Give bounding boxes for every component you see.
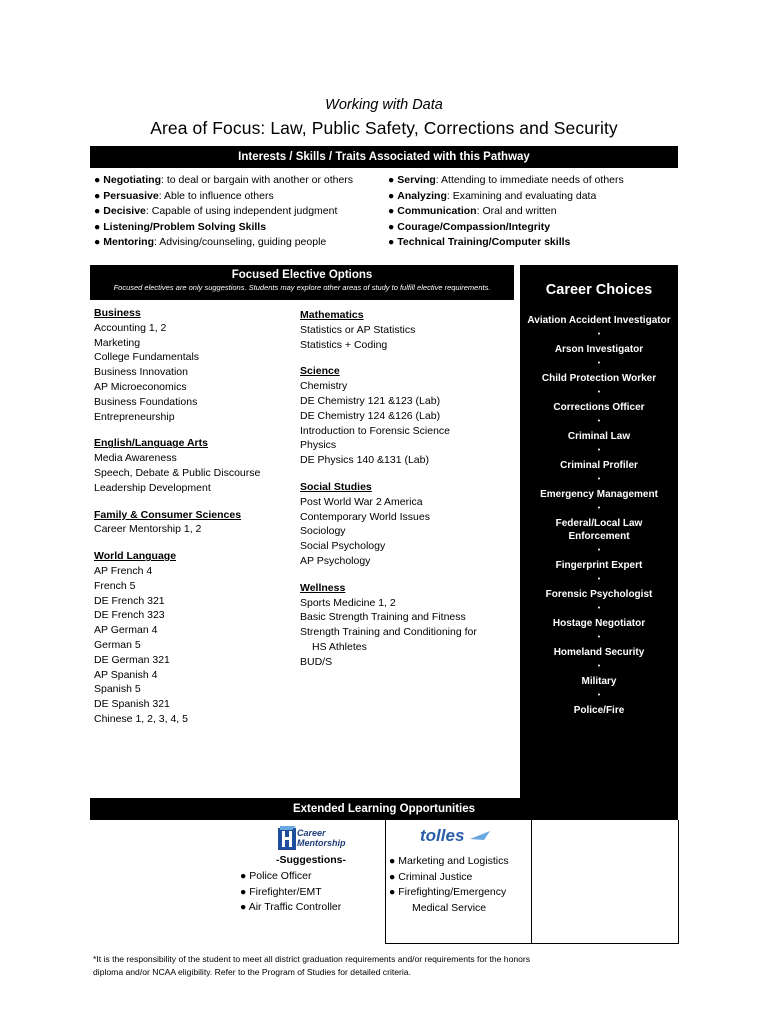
career-choices-title: Career Choices — [545, 282, 653, 298]
elective-heading: Social Studies — [300, 480, 372, 493]
section-gap — [300, 352, 515, 364]
focused-electives-note: Focused electives are only suggestions. Students may explore other areas of study to fulfill elective requirements. — [113, 283, 491, 292]
career-separator: • — [597, 605, 601, 612]
page-subtitle: Working with Data — [325, 97, 443, 113]
elective-course: DE Chemistry 121 &123 (Lab) — [300, 394, 441, 407]
bullet: ● — [389, 855, 396, 867]
elective-course: AP Spanish 4 — [94, 668, 158, 681]
tolles-logo-text: tolles — [420, 826, 465, 845]
elective-course: AP Psychology — [300, 554, 371, 567]
elective-course: Leadership Development — [94, 481, 211, 494]
elective-course: AP Microeconomics — [94, 380, 187, 393]
elective-course: Business Foundations — [94, 395, 198, 408]
career-item: Criminal Profiler — [560, 460, 638, 471]
elective-course: Entrepreneurship — [94, 410, 175, 423]
trait-sep: : — [435, 174, 442, 186]
elective-course: DE French 321 — [94, 594, 165, 607]
career-item: Forensic Psychologist — [545, 589, 653, 600]
tolles-item — [389, 885, 509, 901]
section-gap — [300, 468, 515, 480]
career-separator: • — [597, 389, 601, 396]
trait-term: Decisive — [103, 205, 146, 218]
elective-course: Physics — [300, 439, 337, 452]
career-separator: • — [597, 418, 601, 425]
career-item: Military — [581, 676, 617, 687]
trait-item — [388, 220, 624, 236]
career-list — [520, 314, 678, 717]
ext-cell-left — [90, 820, 232, 944]
career-item: Child Protection Worker — [541, 373, 657, 384]
elective-course: Contemporary World Issues — [300, 510, 430, 523]
elective-course: DE Physics 140 &131 (Lab) — [300, 454, 429, 467]
trait-desc: Able to influence others — [164, 189, 274, 202]
career-item: Arson Investigator — [554, 344, 644, 355]
trait-sep: : — [476, 205, 483, 218]
elective-course: DE French 323 — [94, 609, 165, 622]
tolles-item-text: Marketing and Logistics — [398, 855, 509, 867]
focused-electives-header — [90, 265, 514, 300]
tolles-item — [389, 854, 509, 870]
footnote-line1: *It is the responsibility of the student to meet all district graduation requirements and/or requirements for the honors — [93, 954, 531, 964]
trait-desc: Advising/counseling, guiding people — [159, 236, 327, 249]
bullet: ● — [388, 174, 395, 186]
elective-course: Marketing — [94, 336, 141, 349]
trait-term: Technical Training/Computer skills — [397, 236, 571, 249]
elective-course: Career Mentorship 1, 2 — [94, 523, 202, 536]
footnote-line2: diploma and/or NCAA eligibility. Refer to the Program of Studies for detailed criteria. — [93, 967, 411, 978]
section-gap — [94, 496, 284, 508]
career-item: Criminal Law — [567, 431, 631, 442]
elective-course: Sports Medicine 1, 2 — [300, 596, 396, 609]
suggestion-item — [240, 869, 341, 885]
career-item: Federal/Local Law Enforcement — [555, 518, 643, 542]
elective-heading: Wellness — [300, 581, 346, 594]
elective-course: Media Awareness — [94, 452, 177, 465]
career-separator: • — [597, 634, 601, 641]
suggestion-text: Police Officer — [249, 870, 312, 882]
bullet: ● — [388, 205, 395, 218]
career-separator: • — [597, 547, 601, 554]
bullet: ● — [94, 236, 101, 249]
trait-desc: to deal or bargain with another or others — [166, 174, 354, 186]
electives-column-left — [94, 306, 284, 727]
career-logo-line2: Mentorship — [297, 838, 346, 848]
bullet: ● — [94, 174, 101, 186]
section-gap — [94, 424, 284, 436]
elective-course: Basic Strength Training and Fitness — [300, 611, 466, 624]
suggestion-text: Firefighter/EMT — [249, 885, 322, 898]
section-gap — [300, 569, 515, 581]
ext-cell-empty — [531, 820, 679, 944]
suggestion-text: Air Traffic Controller — [248, 901, 342, 913]
elective-course: AP French 4 — [94, 564, 153, 577]
section-gap — [94, 537, 284, 549]
career-item: Corrections Officer — [553, 402, 645, 413]
career-item: Aviation Accident Investigator — [527, 315, 671, 326]
elective-course: Chemistry — [300, 380, 348, 393]
trait-item — [94, 220, 353, 236]
career-separator: • — [597, 476, 601, 483]
elective-course: DE Spanish 321 — [94, 698, 170, 711]
trait-term: Listening/Problem Solving Skills — [103, 220, 267, 233]
career-item: Emergency Management — [540, 489, 658, 500]
trait-item — [94, 173, 353, 189]
tolles-logo — [420, 826, 492, 846]
elective-course: Post World War 2 America — [300, 495, 423, 508]
trait-term: Courage/Compassion/Integrity — [397, 220, 551, 233]
bullet: ● — [94, 220, 101, 233]
bullet: ● — [389, 886, 396, 898]
suggestion-item — [240, 900, 341, 916]
career-mentorship-emblem-icon — [278, 826, 298, 850]
trait-term: Analyzing — [397, 189, 447, 202]
career-item: Police/Fire — [573, 705, 625, 716]
career-item: Homeland Security — [553, 647, 645, 658]
trait-sep: : — [158, 189, 164, 202]
page-title: Area of Focus: Law, Public Safety, Corrections and Security — [150, 118, 618, 138]
elective-course: Strength Training and Conditioning for — [300, 626, 477, 639]
tolles-item — [389, 870, 509, 886]
elective-course: AP German 4 — [94, 624, 158, 637]
trait-item — [94, 189, 353, 205]
bullet: ● — [389, 870, 396, 883]
career-mentorship-logo — [278, 826, 348, 852]
elective-heading: Mathematics — [300, 309, 364, 321]
tolles-list — [389, 854, 509, 901]
elective-course: Sociology — [300, 525, 346, 538]
elective-course: Statistics or AP Statistics — [300, 323, 416, 336]
trait-sep: : — [161, 174, 167, 186]
trait-term: Serving — [397, 174, 436, 186]
elective-heading: Science — [300, 365, 340, 378]
elective-course: Statistics + Coding — [300, 338, 388, 351]
elective-course: Social Psychology — [300, 540, 386, 553]
elective-course: Speech, Debate & Public Discourse — [94, 466, 261, 479]
career-choices-panel — [520, 265, 678, 798]
trait-item — [94, 235, 353, 251]
career-separator: • — [597, 576, 601, 583]
trait-term: Mentoring — [103, 236, 155, 249]
bullet: ● — [240, 870, 247, 882]
bullet: ● — [388, 220, 395, 233]
elective-course: German 5 — [94, 638, 141, 651]
bullet: ● — [240, 885, 247, 898]
tolles-item-continued: Medical Service — [412, 902, 487, 914]
elective-course: Business Innovation — [94, 366, 188, 379]
traits-list-right — [388, 173, 624, 251]
career-separator: • — [597, 692, 601, 699]
trait-desc: Attending to immediate needs of others — [441, 174, 624, 186]
trait-term: Negotiating — [103, 174, 162, 186]
trait-item — [388, 173, 624, 189]
elective-course: DE Chemistry 124 &126 (Lab) — [300, 409, 441, 422]
suggestions-label: -Suggestions- — [276, 854, 346, 866]
career-logo-line1: Career — [297, 828, 326, 838]
trait-item — [388, 204, 624, 220]
trait-desc: Examining and evaluating data — [452, 189, 597, 202]
bullet: ● — [94, 189, 101, 202]
career-item: Hostage Negotiator — [552, 618, 646, 629]
bullet: ● — [388, 236, 395, 249]
elective-course: Accounting 1, 2 — [94, 321, 167, 334]
elective-course: Introduction to Forensic Science — [300, 424, 450, 437]
extended-learning-header: Extended Learning Opportunities — [90, 798, 678, 820]
career-item: Fingerprint Expert — [555, 560, 643, 571]
trait-sep: : — [446, 189, 453, 202]
elective-course: HS Athletes — [312, 640, 367, 653]
trait-item — [94, 204, 353, 220]
bullet: ● — [94, 205, 101, 218]
trait-sep: : — [145, 205, 152, 218]
elective-course: BUD/S — [300, 655, 333, 668]
suggestions-list — [240, 869, 341, 916]
career-separator: • — [597, 505, 601, 512]
trait-term: Communication — [397, 205, 477, 218]
career-separator: • — [597, 360, 601, 367]
career-separator: • — [597, 447, 601, 454]
electives-column-right — [300, 308, 515, 670]
trait-item — [388, 235, 624, 251]
elective-course: College Fundamentals — [94, 351, 200, 364]
trait-desc: Capable of using independent judgment — [151, 205, 338, 218]
elective-course: French 5 — [94, 579, 136, 592]
bullet: ● — [388, 189, 395, 202]
elective-heading: English/Language Arts — [94, 437, 208, 450]
suggestion-item — [240, 885, 341, 901]
career-separator: • — [597, 663, 601, 670]
trait-term: Persuasive — [103, 189, 159, 202]
tolles-item-text: Criminal Justice — [398, 870, 473, 883]
trait-item — [388, 189, 624, 205]
interests-header: Interests / Skills / Traits Associated with this Pathway — [90, 146, 678, 168]
career-separator: • — [597, 331, 601, 338]
focused-electives-title: Focused Elective Options — [231, 269, 373, 281]
trait-sep: : — [154, 236, 160, 249]
elective-course: Chinese 1, 2, 3, 4, 5 — [94, 712, 188, 725]
traits-list-left — [94, 173, 353, 251]
footnote — [93, 953, 613, 979]
tolles-item-text: Firefighting/Emergency — [398, 886, 507, 898]
elective-course: DE German 321 — [94, 653, 170, 666]
elective-heading: Family & Consumer Sciences — [94, 508, 242, 521]
trait-desc: Oral and written — [482, 205, 557, 218]
elective-course: Spanish 5 — [94, 683, 141, 696]
tolles-swoosh-icon — [470, 831, 492, 841]
elective-heading: World Language — [94, 550, 177, 563]
bullet: ● — [240, 901, 247, 913]
elective-heading: Business — [94, 307, 141, 319]
